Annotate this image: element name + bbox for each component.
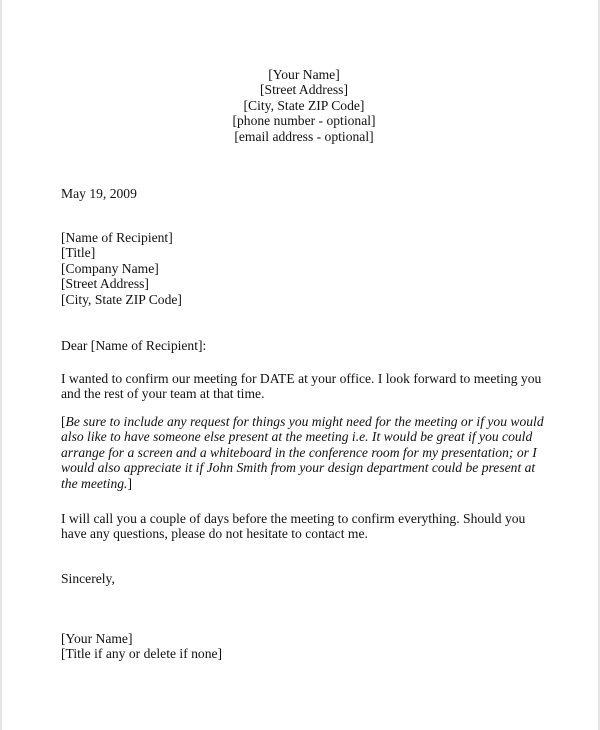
paragraph-2 (61, 414, 544, 491)
close-bracket: ] (127, 475, 132, 491)
sender-street: [Street Address] (260, 82, 348, 98)
paragraph-line: also like to have someone else present at the meeting i.e. It would be great if you could (61, 429, 533, 445)
signature-title: [Title if any or delete if none] (61, 646, 223, 662)
salutation: Dear [Name of Recipient]: (61, 338, 207, 353)
recipient-city: [City, State ZIP Code] (61, 291, 182, 307)
recipient-title: [Title] (61, 245, 96, 261)
sender-email: [email address - optional] (234, 128, 374, 144)
paragraph-line: would also appreciate it if John Smith from your design department could be present at (61, 460, 536, 476)
sender-name: [Your Name] (268, 67, 340, 82)
closing: Sincerely, (61, 571, 115, 586)
paragraph-line: I will call you a couple of days before the meeting to confirm everything. Should you (61, 511, 526, 526)
paragraph-line: have any questions, please do not hesitate to contact me. (61, 526, 368, 542)
sender-city: [City, State ZIP Code] (243, 97, 365, 113)
paragraph-line: arrange for a screen and a whiteboard in the conference room for my presentation; or I (61, 444, 537, 460)
letter-date: May 19, 2009 (61, 186, 137, 201)
signature-block (61, 631, 222, 662)
open-bracket: [ (61, 414, 66, 429)
sender-phone: [phone number - optional] (232, 113, 376, 129)
recipient-block (61, 230, 182, 307)
paragraph-3 (61, 511, 525, 542)
recipient-name: [Name of Recipient] (61, 230, 173, 245)
paragraph-line: Be sure to include any request for things you might need for the meeting or if you would (65, 414, 544, 429)
recipient-street: [Street Address] (61, 276, 149, 292)
recipient-company: [Company Name] (61, 260, 159, 276)
paragraph-line: and the rest of your team at that time. (61, 386, 265, 402)
paragraph-line: the meeting. (61, 475, 128, 491)
sender-block (2, 67, 600, 144)
signature-name: [Your Name] (61, 631, 133, 646)
paragraph-line: I wanted to confirm our meeting for DATE at your office. I look forward to meeting you (61, 371, 542, 386)
letter-page (2, 0, 598, 730)
paragraph-1 (61, 371, 541, 402)
